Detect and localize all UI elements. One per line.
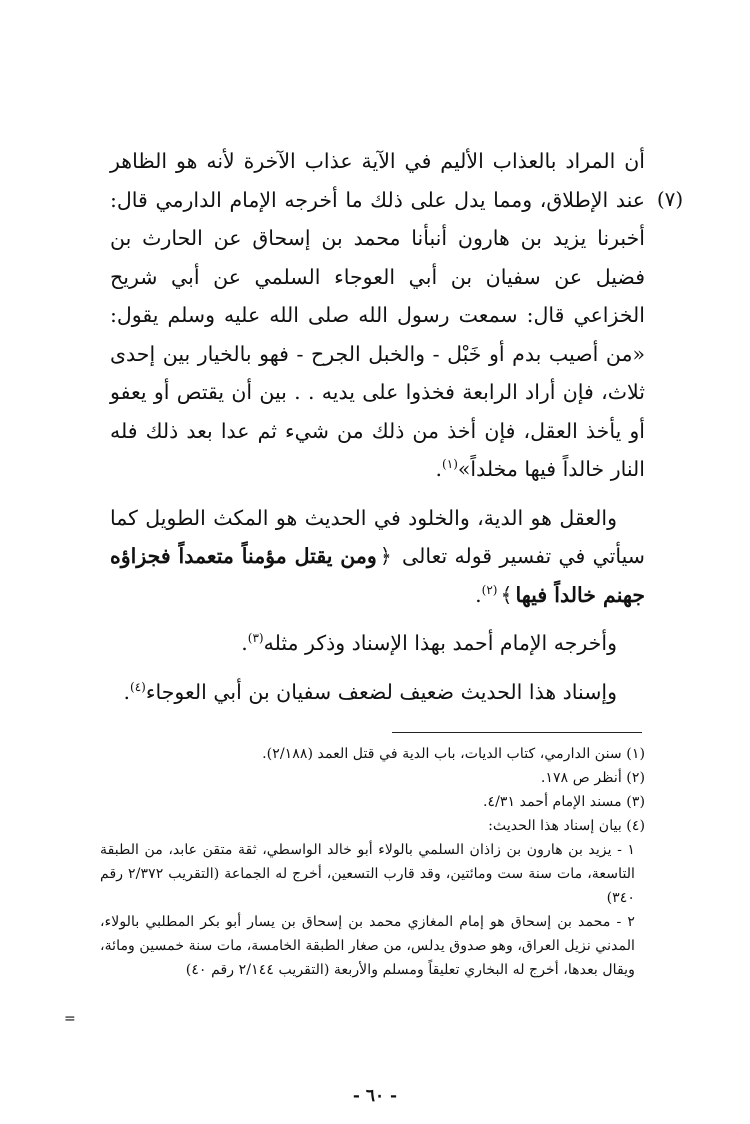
footnote-4-item-1: ١ - يزيد بن هارون بن زاذان السلمي بالولاء أبو خالد الواسطي، ثقة متقن عابد، من الطبقة التاسعة، مات سنة ست ومائتين، وقد قارب التسعين، أخرج له الجماعة (التقريب ٢/٣٧٢ رقم ٣٤٠) — [100, 842, 635, 906]
footnote-ref-2: (٢) — [481, 582, 498, 597]
verse-number: (٧) — [656, 187, 684, 211]
continuation-mark: = — [64, 1011, 76, 1027]
paragraph-1: أن المراد بالعذاب الأليم في الآية عذاب الآخرة لأنه هو الظاهر عند الإطلاق، ومما يدل على ذلك ما أخرجه الإمام الدارمي قال: أخبرنا يزيد بن هارون أنبأنا محمد بن إسحاق عن الحارث بن فضيل عن سفيان بن أبي العوجاء السلمي عن أبي شريح الخزاعي قال: سمعت رسول الله صلى الله عليه وسلم يقول: «من أصيب بدم أو خَبْل - والخبل الجرح - فهو بالخيار بين إحدى ثلاث، فإن أراد الرابعة فخذوا على يديه . . بين أن يقتص أو يعفو أو يأخذ العقل، فإن أخذ من ذلك من شيء ثم عدا بعد ذلك فله النار خالداً فيها مخلداً»$^{(١)}$. — [110, 149, 645, 481]
footnote-ref-3: (٣) — [247, 631, 264, 646]
paragraph-4: وإسناد هذا الحديث ضعيف لضعف سفيان بن أبي العوجاء$^{(٤)}$. — [123, 679, 617, 704]
footnote-ref-4: (٤) — [130, 679, 146, 694]
footnote-1: (١) سنن الدارمي، كتاب الديات، باب الدية في قتل العمد (٢/١٨٨). — [262, 746, 645, 762]
footnote-2: (٢) أنظر ص ١٧٨. — [540, 770, 645, 786]
paragraph-3: وأخرجه الإمام أحمد بهذا الإسناد وذكر مثله$^{(٣)}$. — [241, 631, 617, 655]
footnotes — [100, 742, 645, 982]
quran-open-bracket: ﴿ — [379, 544, 392, 568]
page-number: - ٦٠ - — [352, 1086, 398, 1106]
footnote-4-item-2: ٢ - محمد بن إسحاق هو إمام المغازي محمد بن إسحاق بن يسار أبو بكر المطلبي بالولاء، المدني نزيل العراق، وهو صدوق يدلس، من صغار الطبقة الخامسة، مات سنة خمسين ومائة، ويقال بعدها، أخرج له البخاري تعليقاً ومسلم والأربعة (التقريب ٢/١٤٤ رقم ٤٠) — [100, 914, 635, 978]
footnote-divider — [392, 732, 642, 733]
quran-verse: ومن يقتل مؤمناً متعمداً فجزاؤه جهنم خالداً فيها — [110, 544, 645, 607]
main-text — [110, 142, 645, 711]
quran-close-bracket: ﴾ — [500, 582, 513, 607]
paragraph-3-text: وأخرجه الإمام أحمد بهذا الإسناد وذكر مثله — [263, 631, 617, 655]
footnote-ref-1: (١) — [442, 457, 458, 472]
paragraph-2-text: والعقل هو الدية، والخلود في الحديث هو المكث الطويل كما سيأتي في تفسير قوله تعالى — [110, 505, 645, 568]
paragraph-2: والعقل هو الدية، والخلود في الحديث هو المكث الطويل كما سيأتي في تفسير قوله تعالى ﴿ومن يقتل مؤمناً متعمداً فجزاؤه جهنم خالداً فيها﴾$^{(٢)}$. — [110, 505, 645, 607]
footnote-3: (٣) مسند الإمام أحمد ٤/٣١. — [482, 794, 645, 810]
footnote-4: (٤) بيان إسناد هذا الحديث: — [488, 818, 645, 834]
paragraph-1-text: أن المراد بالعذاب الأليم في الآية عذاب الآخرة لأنه هو الظاهر عند الإطلاق، ومما يدل على ذلك ما أخرجه الإمام الدارمي قال: أخبرنا يزيد بن هارون أنبأنا محمد بن إسحاق عن الحارث بن فضيل عن سفيان بن أبي العوجاء السلمي عن أبي شريح الخزاعي قال: سمعت رسول الله صلى الله عليه وسلم يقول: «من أصيب بدم أو خَبْل - والخبل الجرح - فهو بالخيار بين إحدى ثلاث، فإن أراد الرابعة فخذوا على يديه . . بين أن يقتص أو يعفو أو يأخذ العقل، فإن أخذ من ذلك من شيء ثم عدا بعد ذلك فله النار خالداً فيها مخلداً» — [110, 149, 645, 481]
paragraph-4-text: وإسناد هذا الحديث ضعيف لضعف سفيان بن أبي العوجاء — [145, 679, 617, 704]
